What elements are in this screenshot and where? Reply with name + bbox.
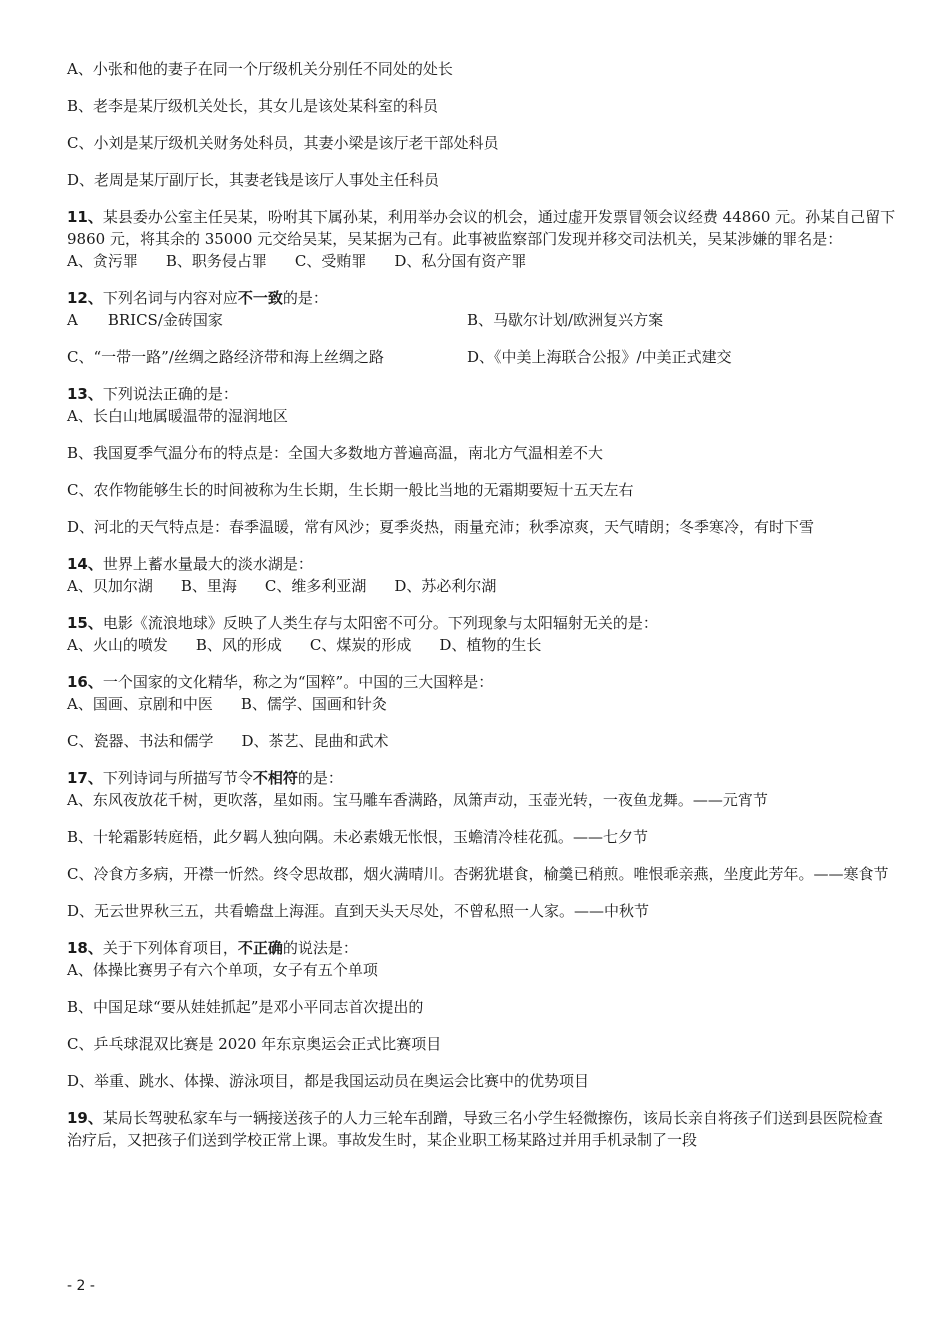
q16-text: 一个国家的文化精华，称之为“国粹”。中国的三大国粹是： — [102, 673, 494, 691]
q14-number: 14、 — [67, 555, 103, 573]
q16-option-b: B、儒学、国画和针灸 — [240, 695, 387, 713]
q15-number: 15、 — [67, 614, 103, 632]
q16-option-d: D、茶艺、昆曲和武术 — [241, 732, 389, 750]
q17-number: 17、 — [67, 769, 103, 787]
q14-option-c: C、维多利亚湖 — [264, 577, 367, 595]
q14-text: 世界上蓄水量最大的淡水湖是： — [102, 555, 313, 573]
q15-option-a: A、火山的喷发 — [67, 636, 168, 654]
question-13 — [67, 383, 897, 538]
q11-stem — [67, 206, 897, 250]
question-16 — [67, 671, 897, 752]
q12-row-cd — [67, 346, 897, 368]
q14-stem — [67, 553, 897, 575]
q17-option-c: C、冷食方多病，开襟一忻然。终令思故郡，烟火满晴川。杏粥犹堪食，榆羹已稍煎。唯恨乖亲燕，坐度此芳年。——寒食节 — [67, 865, 889, 883]
q17-option-b: B、十轮霜影转庭梧，此夕羁人独向隅。未必素娥无怅恨，玉蟾清冷桂花孤。——七夕节 — [67, 828, 649, 846]
q12-option-c: C、“一带一路”/丝绸之路经济带和海上丝绸之路 — [67, 348, 384, 366]
q17-text-emphasis: 不相符 — [252, 769, 298, 787]
q18-text-pre: 关于下列体育项目， — [102, 939, 238, 957]
q13-option-a: A、长白山地属暖温带的湿润地区 — [67, 407, 288, 425]
q18-option-b: B、中国足球“要从娃娃抓起”是邓小平同志首次提出的 — [67, 998, 424, 1016]
q11-text: 某县委办公室主任吴某，吩咐其下属孙某，利用举办会议的机会，通过虚开发票冒领会议经费 44860 元。孙某自己留下 9860 元，将其余的 35000 元交给吴某，吴某据为己有。此事被监察部门发现并移交司法机关，吴某涉嫌的罪名是： — [67, 208, 896, 248]
q12-row-ab — [67, 309, 897, 331]
q17-text-post: 的是： — [297, 769, 343, 787]
q12-number: 12、 — [67, 289, 103, 307]
question-14 — [67, 553, 897, 597]
q10-option-a: A、小张和他的妻子在同一个厅级机关分别任不同处的处长 — [67, 60, 453, 78]
q11-option-a: A、贪污罪 — [67, 252, 138, 270]
q11-option-b: B、职务侵占罪 — [165, 252, 267, 270]
q15-option-d: D、植物的生长 — [439, 636, 542, 654]
q12-text-emphasis: 不一致 — [237, 289, 283, 307]
q15-text: 电影《流浪地球》反映了人类生存与太阳密不可分。下列现象与太阳辐射无关的是： — [102, 614, 658, 632]
q12-option-d: D、《中美上海联合公报》/中美正式建交 — [467, 348, 732, 366]
q12-option-a: A BRICS/金砖国家 — [67, 311, 223, 329]
q11-option-c: C、受贿罪 — [294, 252, 367, 270]
q18-text-post: 的说法是： — [282, 939, 358, 957]
q19-number: 19、 — [67, 1109, 103, 1127]
q18-stem — [67, 937, 897, 959]
q17-stem — [67, 767, 897, 789]
q12-text-pre: 下列名词与内容对应 — [102, 289, 238, 307]
q16-number: 16、 — [67, 673, 103, 691]
question-17 — [67, 767, 897, 922]
q12-option-b: B、马歇尔计划/欧洲复兴方案 — [467, 311, 664, 329]
q14-option-d: D、苏必利尔湖 — [394, 577, 497, 595]
q15-options — [67, 634, 897, 656]
document-page — [67, 58, 897, 1151]
q10-option-c: C、小刘是某厅级机关财务处科员，其妻小梁是该厅老干部处科员 — [67, 134, 499, 152]
q18-option-c: C、乒乓球混双比赛是 2020 年东京奥运会正式比赛项目 — [67, 1035, 442, 1053]
q17-option-a: A、东风夜放花千树，更吹落，星如雨。宝马雕车香满路，凤箫声动，玉壶光转，一夜鱼龙舞。——元宵节 — [67, 791, 768, 809]
q14-options — [67, 575, 897, 597]
q16-option-a: A、国画、京剧和中医 — [67, 695, 213, 713]
q16-option-c: C、瓷器、书法和儒学 — [67, 732, 214, 750]
q19-text: 某局长驾驶私家车与一辆接送孩子的人力三轮车刮蹭，导致三名小学生轻微擦伤，该局长亲自将孩子们送到县医院检查治疗后，又把孩子们送到学校正常上课。事故发生时，某企业职工杨某路过并用手机录制了一段 — [67, 1109, 883, 1149]
q13-stem — [67, 383, 897, 405]
q12-stem — [67, 287, 897, 309]
q18-option-d: D、举重、跳水、体操、游泳项目，都是我国运动员在奥运会比赛中的优势项目 — [67, 1072, 590, 1090]
question-11 — [67, 206, 897, 272]
q15-option-b: B、风的形成 — [195, 636, 282, 654]
q19-stem — [67, 1107, 897, 1151]
q13-number: 13、 — [67, 385, 103, 403]
q17-text-pre: 下列诗词与所描写节令 — [102, 769, 253, 787]
q10-option-b: B、老李是某厅级机关处长，其女儿是该处某科室的科员 — [67, 97, 439, 115]
q16-row-cd — [67, 730, 897, 752]
question-12 — [67, 287, 897, 368]
q18-number: 18、 — [67, 939, 103, 957]
q12-text-post: 的是： — [282, 289, 328, 307]
q18-option-a: A、体操比赛男子有六个单项，女子有五个单项 — [67, 961, 378, 979]
q13-option-c: C、农作物能够生长的时间被称为生长期，生长期一般比当地的无霜期要短十五天左右 — [67, 481, 634, 499]
q11-option-d: D、私分国有资产罪 — [394, 252, 527, 270]
q16-stem — [67, 671, 897, 693]
q11-options — [67, 250, 897, 272]
page-number: - 2 - — [67, 1278, 95, 1294]
q15-option-c: C、煤炭的形成 — [309, 636, 412, 654]
q14-option-a: A、贝加尔湖 — [67, 577, 153, 595]
q13-text: 下列说法正确的是： — [102, 385, 238, 403]
question-15 — [67, 612, 897, 656]
q13-option-b: B、我国夏季气温分布的特点是：全国大多数地方普遍高温，南北方气温相差不大 — [67, 444, 604, 462]
q14-option-b: B、里海 — [180, 577, 237, 595]
question-19 — [67, 1107, 897, 1151]
q13-option-d: D、河北的天气特点是：春季温暖，常有风沙；夏季炎热，雨量充沛；秋季凉爽，天气晴朗；冬季寒冷，有时下雪 — [67, 518, 815, 536]
q16-row-ab — [67, 693, 897, 715]
q17-option-d: D、无云世界秋三五，共看蟾盘上海涯。直到天头天尽处，不曾私照一人家。——中秋节 — [67, 902, 650, 920]
question-10-options — [67, 58, 897, 191]
q11-number: 11、 — [67, 208, 103, 226]
q18-text-emphasis: 不正确 — [237, 939, 283, 957]
q10-option-d: D、老周是某厅副厅长，其妻老钱是该厅人事处主任科员 — [67, 171, 440, 189]
q15-stem — [67, 612, 897, 634]
question-18 — [67, 937, 897, 1092]
